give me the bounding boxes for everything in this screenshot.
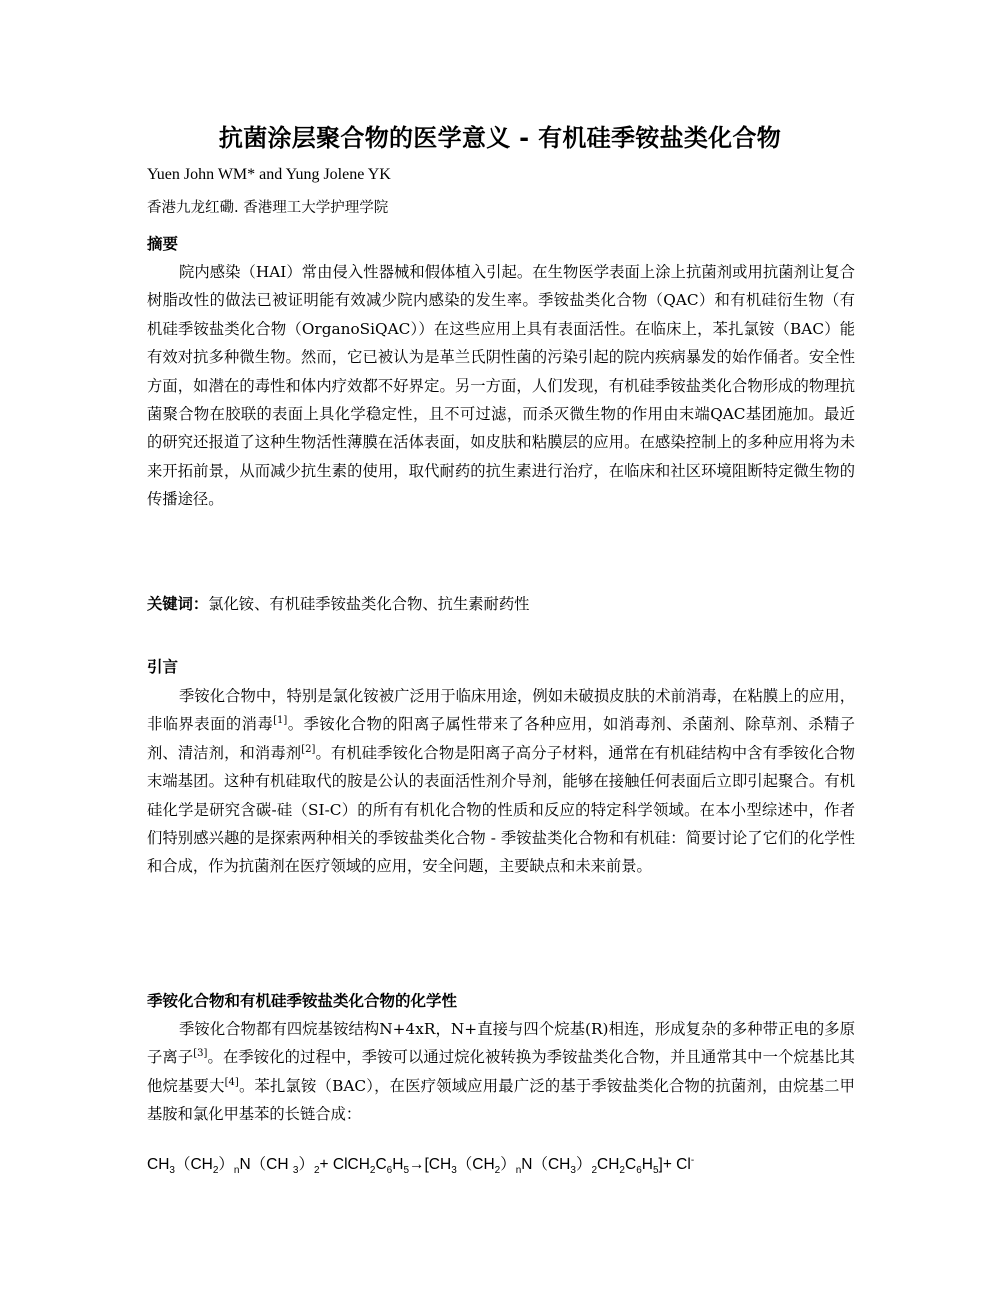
intro-text-part1: 季铵化合物中，特别是氯化铵被广泛用于临床用途，例如未破损皮肤的术前消毒，在粘膜上的应用，非临界表面的消毒: [147, 687, 855, 734]
chem-heading: 季铵化合物和有机硅季铵盐类化合物的化学性: [147, 992, 458, 1010]
abstract-text: 院内感染（HAI）常由侵入性器械和假体植入引起。在生物医学表面上涂上抗菌剂或用抗菌剂让复合树脂改性的做法已被证明能有效减少院内感染的发生率。季铵盐类化合物（QAC）和有机硅衍生物（有机硅季铵盐类化合物（OrganoSiQAC））在这些应用上具有表面活性。在临床上，苯扎氯铵（BAC）能有效对抗多种微生物。然而，它已被认为是革兰氏阴性菌的污染引起的院内疾病暴发的始作俑者。安全性方面，如潜在的毒性和体内疗效都不好界定。另一方面，人们发现，有机硅季铵盐类化合物形成的物理抗菌聚合物在胶联的表面上具化学稳定性，且不可过滤，而杀灭微生物的作用由末端QAC基团施加。最近的研究还报道了这种生物活性薄膜在活体表面，如皮肤和粘膜层的应用。在感染控制上的多种应用将为未来开拓前景，从而减少抗生素的使用，取代耐药的抗生素进行治疗，在临床和社区环境阻断特定微生物的传播途径。: [147, 263, 855, 509]
ref-4-link[interactable]: [4]: [224, 1076, 239, 1088]
abstract-heading: 摘要: [147, 235, 179, 253]
keywords-label: 关键词：: [147, 595, 209, 613]
chem-text-part2: 。在季铵化的过程中，季铵可以通过烷化被转换为季铵盐类化合物，并且通常其中一个烷基比其他烷基要大: [147, 1048, 855, 1095]
authors: Yuen John WM* and Yung Jolene YK: [147, 166, 391, 183]
paper-title: 抗菌涂层聚合物的医学意义 - 有机硅季铵盐类化合物: [218, 124, 782, 152]
chem-text: [147, 1015, 855, 1129]
chem-text-part3: 。苯扎氯铵（BAC），在医疗领域应用最广泛的基于季铵盐类化合物的抗菌剂，由烷基二甲基胺和氯化甲基苯的长链合成：: [147, 1076, 855, 1124]
ref-2-link[interactable]: [2]: [301, 743, 316, 755]
intro-heading: 引言: [147, 658, 179, 676]
intro-text: [147, 682, 855, 881]
keywords-text: 氯化铵、有机硅季铵盐类化合物、抗生素耐药性: [208, 595, 530, 613]
keywords: [147, 592, 529, 614]
intro-text-part2: 。季铵化合物的阳离子属性带来了各种应用，如消毒剂、杀菌剂、除草剂、杀精子剂、清洁剂，和消毒剂: [147, 715, 855, 762]
chem-text-part1: 季铵化合物都有四烷基铵结构N+4xR，N+直接与四个烷基(R)相连，形成复杂的多种带正电的多原子离子: [147, 1020, 855, 1067]
bac-synthesis-equation: $CH_3(CH_2)_nN(CH$ $_3)_2+$ $ClCH_2C_6H_5\to[CH_3(CH_2)_nN(CH_3)_2CH_2C_6H_5]+ Cl^-$: [147, 1154, 695, 1177]
affiliation: 香港九龙红磡. 香港理工大学护理学院: [147, 200, 389, 216]
intro-text-part3: 。有机硅季铵化合物是阳离子高分子材料，通常在有机硅结构中含有季铵化合物末端基团。这种有机硅取代的胺是公认的表面活性剂介导剂，能够在接触任何表面后立即引起聚合。有机硅化学是研究含碳-硅（SI-C）的所有有机化合物的性质和反应的特定科学领域。在本小型综述中，作者们特别感兴趣的是探索两种相关的季铵盐类化合物 - 季铵盐类化合物和有机硅：简要讨论了它们的化学性和合成，作为抗菌剂在医疗领域的应用，安全问题，主要缺点和未来前景。: [147, 743, 855, 876]
ref-3-link[interactable]: [3]: [193, 1048, 208, 1060]
ref-1-link[interactable]: [1]: [273, 715, 288, 727]
